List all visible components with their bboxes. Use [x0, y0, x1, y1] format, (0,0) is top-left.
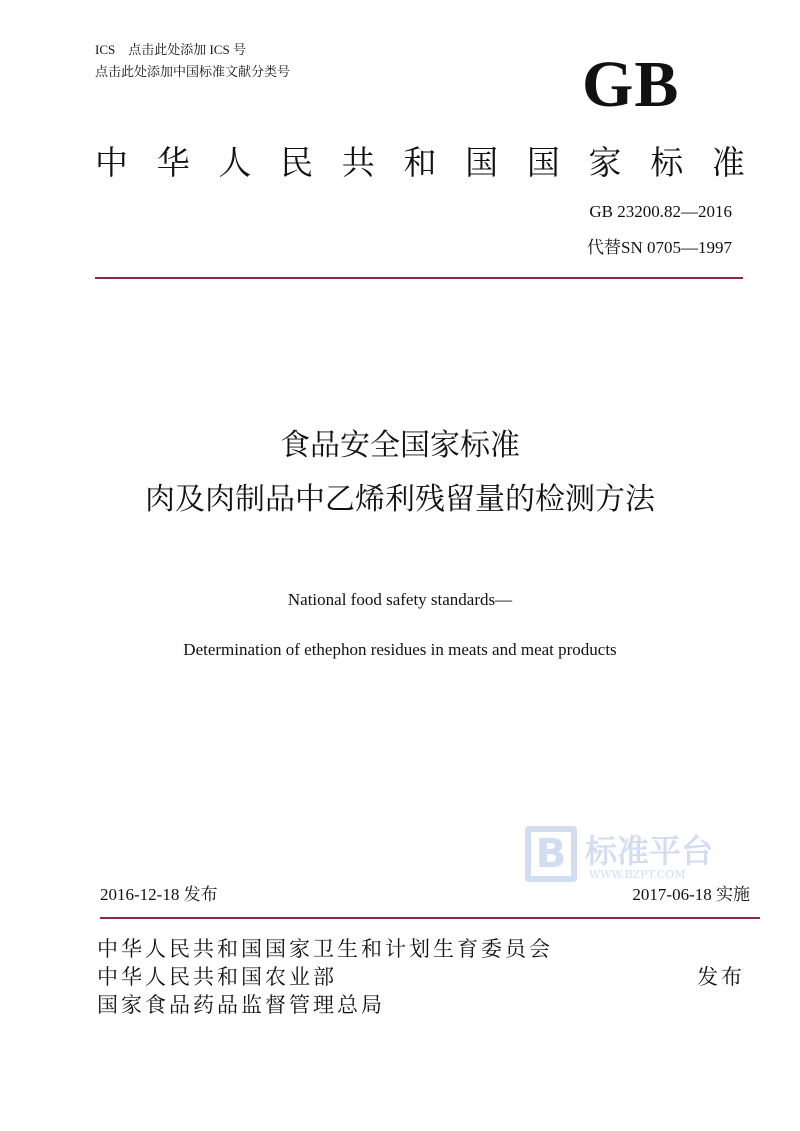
national-standard-heading — [95, 143, 745, 182]
replaces-standard: 代替SN 0705—1997 — [587, 238, 732, 257]
ics-line: ICS 点击此处添加 ICS 号 — [95, 42, 246, 57]
english-title-line-2: Determination of ethephon residues in meats and meat products — [183, 640, 617, 659]
heading-char: 共 — [341, 143, 375, 182]
heading-char: 家 — [588, 143, 622, 182]
implementation-date: 2017-06-18 实施 — [632, 885, 750, 904]
top-divider — [95, 277, 743, 279]
heading-char: 国 — [526, 143, 560, 182]
watermark-b-icon: B — [525, 826, 577, 882]
heading-char: 华 — [156, 143, 190, 182]
heading-char: 国 — [465, 143, 499, 182]
standard-number: GB 23200.82—2016 — [589, 202, 732, 221]
english-title-line-1: National food safety standards— — [287, 590, 513, 609]
issuer-3: 国家食品药品监督管理总局 — [97, 993, 385, 1017]
title-line-2: 肉及肉制品中乙烯利残留量的检测方法 — [145, 482, 655, 517]
heading-char: 中 — [95, 143, 128, 182]
heading-char: 准 — [711, 143, 745, 182]
issue-date: 2016-12-18 发布 — [100, 885, 218, 904]
title-line-1: 食品安全国家标准 — [280, 428, 520, 463]
gb-logo: GB — [582, 48, 680, 121]
heading-char: 人 — [218, 143, 252, 182]
classification-line: 点击此处添加中国标准文献分类号 — [95, 64, 291, 79]
bottom-divider — [100, 917, 760, 919]
heading-char: 和 — [403, 143, 437, 182]
heading-char: 民 — [280, 143, 314, 182]
watermark-name: 标准平台 — [585, 832, 714, 870]
heading-char: 标 — [650, 143, 684, 182]
issuer-2: 中华人民共和国农业部 — [97, 965, 337, 989]
issue-action: 发布 — [697, 965, 745, 989]
watermark-url: WWW.BZPT.COM — [589, 868, 686, 881]
issuer-1: 中华人民共和国国家卫生和计划生育委员会 — [97, 937, 553, 961]
